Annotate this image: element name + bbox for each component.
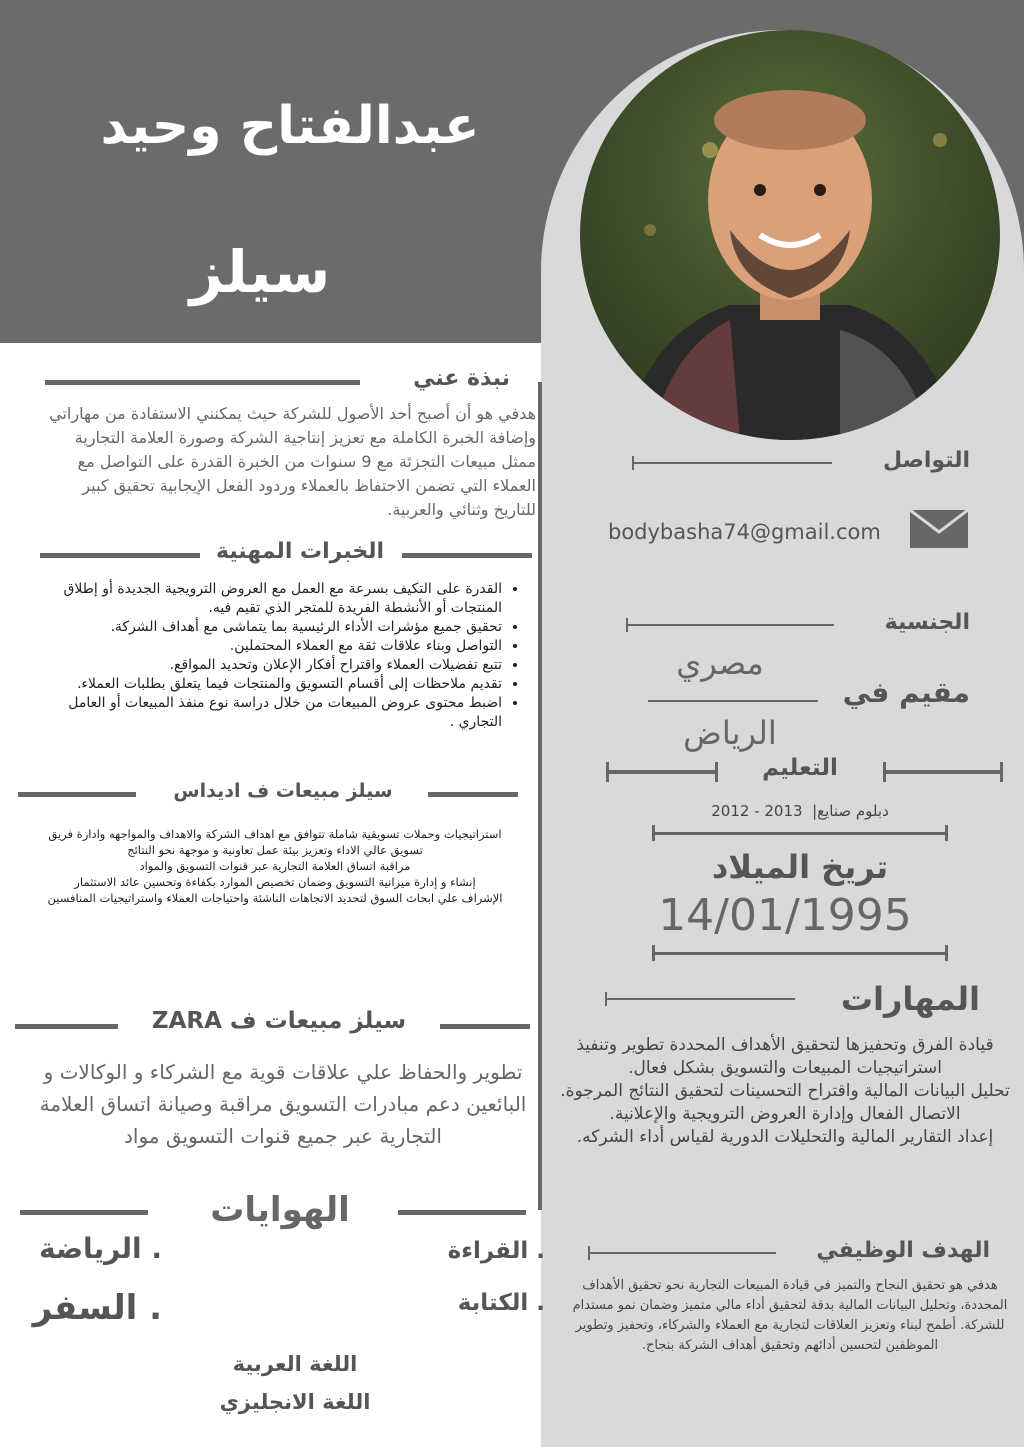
hobby-item: . الرياضة — [39, 1232, 162, 1265]
adidas-line-right — [428, 792, 518, 797]
education-under-line — [652, 832, 948, 835]
hobbies-title: الهوايات — [210, 1190, 350, 1230]
skills-line-cap — [605, 992, 607, 1006]
list-item: • تتبع تفضيلات العملاء واقتراح أفكار الإعلان وتحديد المواقع. — [30, 656, 502, 675]
objective-line — [588, 1252, 776, 1254]
about-title: نبذة عني — [413, 366, 510, 391]
hobbies-line-left — [20, 1210, 148, 1215]
language-item: اللغة الانجليزي — [219, 1390, 371, 1414]
email-text[interactable]: bodybasha74@gmail.com — [608, 520, 881, 544]
list-item: • التواصل وبناء علاقات ثقة مع العملاء المحتملين. — [30, 637, 502, 656]
experience-list — [30, 580, 530, 732]
mail-icon — [910, 510, 968, 552]
skills-title: المهارات — [840, 980, 980, 1018]
zara-line-left — [15, 1024, 118, 1029]
education-under-cap — [652, 825, 655, 841]
full-name: عبدالفتاح وحيد — [100, 96, 480, 156]
list-item: • اضبط محتوى عروض المبيعات من خلال دراسة نوع منفذ المبيعات أو العامل التجاري . — [30, 694, 502, 732]
birth-under-cap — [945, 945, 948, 961]
contact-line — [632, 462, 832, 464]
residence-title: مقيم في — [842, 676, 970, 709]
residence-value: الرياض — [683, 714, 777, 752]
list-item: • القدرة على التكيف بسرعة مع العمل مع العروض الترويجية الجديدة أو إطلاق المنتجات أو الأنشطة الفريدة للمتجر الذي تقيم فيه. — [30, 580, 502, 618]
education-line-left — [606, 770, 718, 774]
objective-text: هدفي هو تحقيق النجاح والتميز في قيادة المبيعات التجارية نحو تحقيق الأهداف المحددة، وتحليل البيانات المالية بدقة لتحقيق أداء مالي متميز وضمان نمو مستدام للشركة. أطمح لبناء وتعزيز العلاقات لتجارية مع العملاء والشركاء، وتحفيز وتطوير الموظفين لتحسين أدائهم وتحقيق أهداف الشركة بنجاح. — [572, 1278, 1008, 1353]
list-item: استراتيجيات وحملات تسويقية شاملة تتوافق مع اهداف الشركة والاهداف والمواجهه وادارة فريق تسويق عالي الاداء وتعزيز بيئة عمل تعاونية و موجهة نحو النتائج — [48, 827, 502, 857]
list-item: الإشراف علي ابحاث السوق لتحديد الاتجاهات الناشئة واحتياجات العملاء واستراتيجيات المنافسين — [47, 891, 503, 905]
experience-line-right — [402, 553, 532, 558]
list-item: مراقبة اتساق العلامة التجارية عبر قنوات التسويق والمواد — [139, 859, 411, 873]
objective-line-cap — [588, 1246, 590, 1260]
contact-line-cap — [632, 456, 634, 470]
skills-line — [605, 998, 795, 1000]
education-line-cap — [883, 762, 886, 782]
about-line — [45, 380, 360, 385]
birth-title: تريخ الميلاد — [711, 848, 889, 886]
education-line-cap — [606, 762, 609, 782]
education-title: التعليم — [762, 755, 838, 781]
job-title: سيلز — [189, 238, 331, 306]
adidas-list — [35, 826, 515, 906]
birth-date: 14/01/1995 — [658, 890, 912, 941]
zara-text: تطوير والحفاظ علي علاقات قوية مع الشركاء و الوكالات و البائعين دعم مبادرات التسويق مراقبة وصيانة اتساق العلامة التجارية عبر جميع قنوات التسويق مواد — [39, 1060, 527, 1148]
hobby-item: . القراءة — [447, 1238, 545, 1264]
nationality-line-cap — [626, 618, 628, 632]
hobby-item: . الكتابة — [457, 1290, 545, 1316]
education-under-cap — [945, 825, 948, 841]
nationality-line — [626, 624, 834, 626]
experience-title: الخبرات المهنية — [215, 539, 384, 564]
profile-photo — [580, 30, 1000, 440]
language-item: اللغة العربية — [232, 1352, 358, 1376]
vertical-divider — [538, 382, 542, 1210]
experience-line-left — [40, 553, 200, 558]
education-degree: دبلوم صنايع| 2012 - 2013 — [711, 802, 889, 820]
adidas-line-left — [18, 792, 136, 797]
list-item: • تقديم ملاحظات إلى أقسام التسويق والمنتجات فيما يتعلق بطلبات العملاء. — [30, 675, 502, 694]
education-line-cap — [1000, 762, 1003, 782]
list-item: • تحقيق جميع مؤشرات الأداء الرئيسية بما يتماشى مع أهداف الشركة. — [30, 618, 502, 637]
hobbies-line-right — [398, 1210, 526, 1215]
about-text: هدفي هو أن أصبح أحد الأصول للشركة حيث يمكنني الاستفادة من مهاراتي وإضافة الخبرة الكاملة مع تعزيز إنتاجية الشركة وصورة العلامة التجارية ممثل مبيعات التجزئة مع 9 سنوات من الخبرة القدرة على التواصل مع العملاء التي تضمن الاحتفاظ بالعملاء وردود الفعل الإيجابية تحقيق كبير للتاريخ وثنائي والعربية. — [49, 404, 536, 519]
skills-text: قيادة الفرق وتحفيزها لتحقيق الأهداف المحددة تطوير وتنفيذ استراتيجيات المبيعات والتسويق بشكل فعال. تحليل البيانات المالية واقتراح التحسينات لتحقيق النتائج المرجوة. الاتصال الفعال وإدارة العروض الترويجية والإعلانية. إعداد التقارير المالية والتحليلات الدورية لقياس أداء الشركه. — [560, 1035, 1010, 1147]
contact-title: التواصل — [882, 448, 970, 473]
zara-line-right — [440, 1024, 530, 1029]
zara-title: سيلز مبيعات ف ZARA — [151, 1008, 407, 1034]
education-line-right — [883, 770, 1003, 774]
objective-title: الهدف الوظيفي — [816, 1238, 990, 1263]
residence-line — [648, 700, 818, 702]
birth-under-line — [652, 952, 948, 955]
birth-under-cap — [652, 945, 655, 961]
adidas-title: سيلز مبيعات ف اديداس — [173, 780, 393, 802]
list-item: إنشاء و إدارة ميزانية التسويق وضمان تخصيص الموارد بكفاءة وتحسين عائد الاستثمار — [74, 875, 476, 889]
hobby-item: . السفر — [32, 1288, 162, 1328]
education-line-cap — [715, 762, 718, 782]
nationality-title: الجنسية — [884, 610, 970, 635]
nationality-value: مصري — [676, 644, 764, 682]
